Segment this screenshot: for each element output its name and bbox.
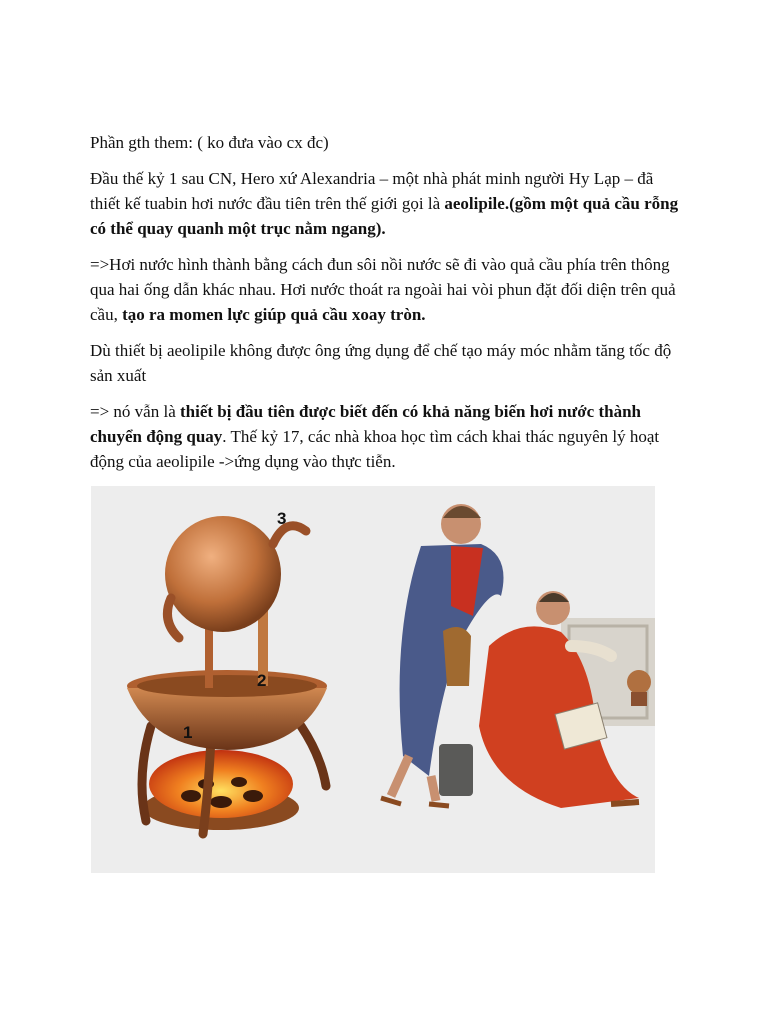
text-body bbox=[90, 130, 680, 485]
scroll-bundle bbox=[439, 744, 473, 796]
lion-statue bbox=[443, 627, 471, 686]
p1-plain: Đầu thế kỷ 1 sau CN, Hero xứ Alexandria – một nhà phát minh người Hy Lạp – đã thiết kế tuabin hơi nước đầu tiên trên thế giới gọi là bbox=[90, 169, 654, 213]
paragraph-1 bbox=[90, 166, 680, 241]
p4-plain-1: => nó vẫn là bbox=[90, 402, 180, 421]
apparatus-sphere bbox=[627, 670, 651, 694]
bowl-body bbox=[127, 688, 327, 750]
paragraph-3: Dù thiết bị aeolipile không được ông ứng dụng để chế tạo máy móc nhằm tăng tốc độ sản xuất bbox=[90, 341, 672, 385]
p2-bold: tạo ra momen lực giúp quả cầu xoay tròn. bbox=[122, 305, 426, 324]
p4-bold: thiết bị đầu tiên được biết đến có khả năng biến hơi nước thành chuyển động quay bbox=[90, 402, 641, 446]
hollow-sphere bbox=[165, 516, 281, 632]
label-2: 2 bbox=[257, 671, 267, 690]
label-3: 3 bbox=[277, 509, 287, 528]
scholars-scene bbox=[381, 504, 655, 808]
paragraph-2 bbox=[90, 252, 680, 327]
aeolipile-illustration bbox=[91, 486, 655, 873]
bowl-inner bbox=[137, 675, 317, 697]
tripod-leg-right bbox=[301, 726, 326, 786]
p1-bold: aeolipile.(gồm một quả cầu rỗng có thể quay quanh một trục nằm ngang). bbox=[90, 194, 679, 238]
p4-plain-2: . Thế kỷ 17, các nhà khoa học tìm cách khai thác nguyên lý hoạt động của aeolipile ->ứng dụng vào thực tiễn. bbox=[90, 427, 660, 471]
aeolipile-device bbox=[127, 509, 327, 834]
label-1: 1 bbox=[183, 723, 193, 742]
seated-feet bbox=[611, 802, 639, 804]
paragraph-4 bbox=[90, 399, 680, 474]
heading-note: Phần gth them: ( ko đưa vào cx đc) bbox=[90, 133, 329, 152]
p2-plain: =>Hơi nước hình thành bằng cách đun sôi nồi nước sẽ đi vào quả cầu phía trên thông qua hai ống dẫn khác nhau. Hơi nước thoát ra ngoài hai vòi phun đặt đối diện trên quả cầu, bbox=[90, 255, 676, 324]
nozzle-right bbox=[273, 526, 306, 544]
apparatus-stand bbox=[631, 692, 647, 706]
illustration-svg bbox=[91, 486, 655, 873]
